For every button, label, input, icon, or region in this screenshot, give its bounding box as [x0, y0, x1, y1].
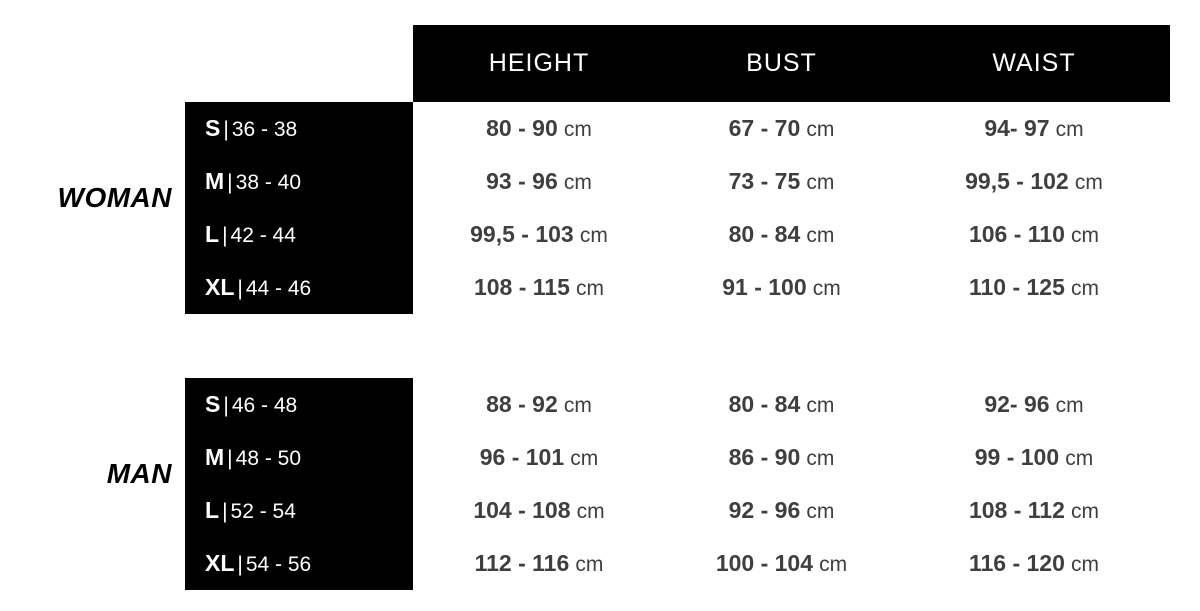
group-label-man: MAN: [106, 458, 172, 489]
size-range: 42 - 44: [230, 224, 296, 247]
size-separator: |: [237, 553, 243, 576]
size-cell: [185, 431, 413, 484]
measurement-value: 67 - 70: [728, 115, 801, 141]
measurement-value: 73 - 75: [728, 168, 801, 194]
measurement-value: 96 - 101: [479, 444, 565, 470]
measurement-height: [413, 537, 665, 590]
measurement-value: 99,5 - 102: [965, 168, 1069, 194]
size-range: 38 - 40: [235, 171, 302, 194]
measurement-value: 116 - 120: [968, 550, 1065, 576]
size-separator: |: [237, 277, 243, 300]
size-cell: [185, 484, 413, 537]
measurement-unit: cm: [575, 553, 604, 576]
measurement-unit: cm: [1074, 171, 1103, 194]
size-separator: |: [227, 171, 233, 194]
measurement-value: 80 - 90: [486, 115, 558, 141]
measurement-height: [413, 155, 665, 208]
table-row: [0, 155, 1200, 208]
measurement-unit: cm: [806, 171, 835, 194]
measurement-unit: cm: [1071, 224, 1100, 247]
measurement-unit: cm: [1055, 118, 1084, 141]
measurement-value: 80 - 84: [728, 221, 801, 247]
measurement-height: [413, 102, 665, 155]
size-code: M: [205, 444, 225, 470]
size-cell: [185, 537, 413, 590]
measurement-value: 100 - 104: [715, 550, 814, 576]
measurement-waist: [898, 378, 1170, 431]
size-cell: [185, 155, 413, 208]
size-code: L: [205, 497, 220, 523]
measurement-unit: cm: [563, 118, 592, 141]
measurement-bust: [665, 431, 898, 484]
measurement-value: 104 - 108: [473, 497, 571, 523]
column-header-waist: WAIST: [992, 49, 1076, 77]
table-row: [0, 378, 1200, 431]
measurement-height: [413, 261, 665, 314]
measurement-value: 99 - 100: [974, 444, 1060, 470]
table-row: [0, 431, 1200, 484]
size-range: 36 - 38: [231, 118, 298, 141]
size-code: S: [205, 115, 221, 141]
measurement-bust: [665, 484, 898, 537]
measurement-unit: cm: [1055, 394, 1084, 417]
size-range: 46 - 48: [231, 394, 298, 417]
measurement-value: 99,5 - 103: [470, 221, 574, 247]
size-code: M: [205, 168, 225, 194]
measurement-bust: [665, 155, 898, 208]
measurement-value: 80 - 84: [728, 391, 801, 417]
measurement-bust: [665, 378, 898, 431]
measurement-unit: cm: [563, 394, 592, 417]
measurement-unit: cm: [563, 171, 592, 194]
measurement-unit: cm: [1071, 553, 1100, 576]
measurement-height: [413, 431, 665, 484]
measurement-bust: [665, 537, 898, 590]
size-range: 52 - 54: [230, 500, 296, 523]
measurement-value: 88 - 92: [486, 391, 558, 417]
measurement-height: [413, 378, 665, 431]
measurement-unit: cm: [806, 394, 835, 417]
measurement-value: 112 - 116: [474, 550, 570, 576]
measurement-unit: cm: [806, 447, 835, 470]
measurement-value: 91 - 100: [722, 274, 807, 300]
table-row: [0, 484, 1200, 537]
size-separator: |: [222, 500, 228, 523]
measurement-value: 86 - 90: [728, 444, 801, 470]
measurement-bust: [665, 261, 898, 314]
size-code: S: [205, 391, 221, 417]
measurement-unit: cm: [576, 277, 605, 300]
measurement-unit: cm: [1071, 500, 1100, 523]
measurement-unit: cm: [579, 224, 608, 247]
size-separator: |: [222, 224, 228, 247]
measurement-height: [413, 484, 665, 537]
measurement-unit: cm: [819, 553, 848, 576]
measurement-value: 92- 96: [984, 391, 1050, 417]
measurement-unit: cm: [812, 277, 841, 300]
measurement-value: 110 - 125: [968, 274, 1065, 300]
measurement-unit: cm: [576, 500, 605, 523]
measurement-waist: [898, 261, 1170, 314]
size-code: XL: [205, 550, 235, 576]
table-row: [0, 261, 1200, 314]
size-range: 44 - 46: [245, 277, 312, 300]
measurement-value: 108 - 115: [473, 274, 570, 300]
measurement-waist: [898, 431, 1170, 484]
measurement-unit: cm: [806, 118, 835, 141]
measurement-unit: cm: [806, 500, 835, 523]
measurement-value: 106 - 110: [968, 221, 1065, 247]
table-row: [0, 537, 1200, 590]
measurement-height: [413, 208, 665, 261]
table-row: [0, 102, 1200, 155]
measurement-value: 92 - 96: [728, 497, 801, 523]
column-header-height: HEIGHT: [488, 49, 590, 77]
size-separator: |: [227, 447, 233, 470]
measurement-unit: cm: [1071, 277, 1100, 300]
measurement-waist: [898, 102, 1170, 155]
measurement-waist: [898, 155, 1170, 208]
measurement-unit: cm: [806, 224, 835, 247]
size-cell: [185, 261, 413, 314]
measurement-value: 108 - 112: [968, 497, 1065, 523]
measurement-value: 93 - 96: [486, 168, 558, 194]
measurement-waist: [898, 208, 1170, 261]
size-separator: |: [223, 118, 229, 141]
measurement-value: 94- 97: [984, 115, 1050, 141]
size-separator: |: [223, 394, 229, 417]
table-row: [0, 208, 1200, 261]
size-range: 48 - 50: [235, 447, 302, 470]
measurement-waist: [898, 484, 1170, 537]
size-cell: [185, 208, 413, 261]
size-cell: [185, 102, 413, 155]
size-range: 54 - 56: [245, 553, 312, 576]
size-code: L: [205, 221, 220, 247]
measurement-bust: [665, 102, 898, 155]
column-header-bust: BUST: [746, 49, 817, 77]
group-label-woman: WOMAN: [57, 182, 172, 213]
size-code: XL: [205, 274, 235, 300]
size-cell: [185, 378, 413, 431]
measurement-unit: cm: [1065, 447, 1094, 470]
measurement-unit: cm: [570, 447, 599, 470]
measurement-waist: [898, 537, 1170, 590]
measurement-bust: [665, 208, 898, 261]
